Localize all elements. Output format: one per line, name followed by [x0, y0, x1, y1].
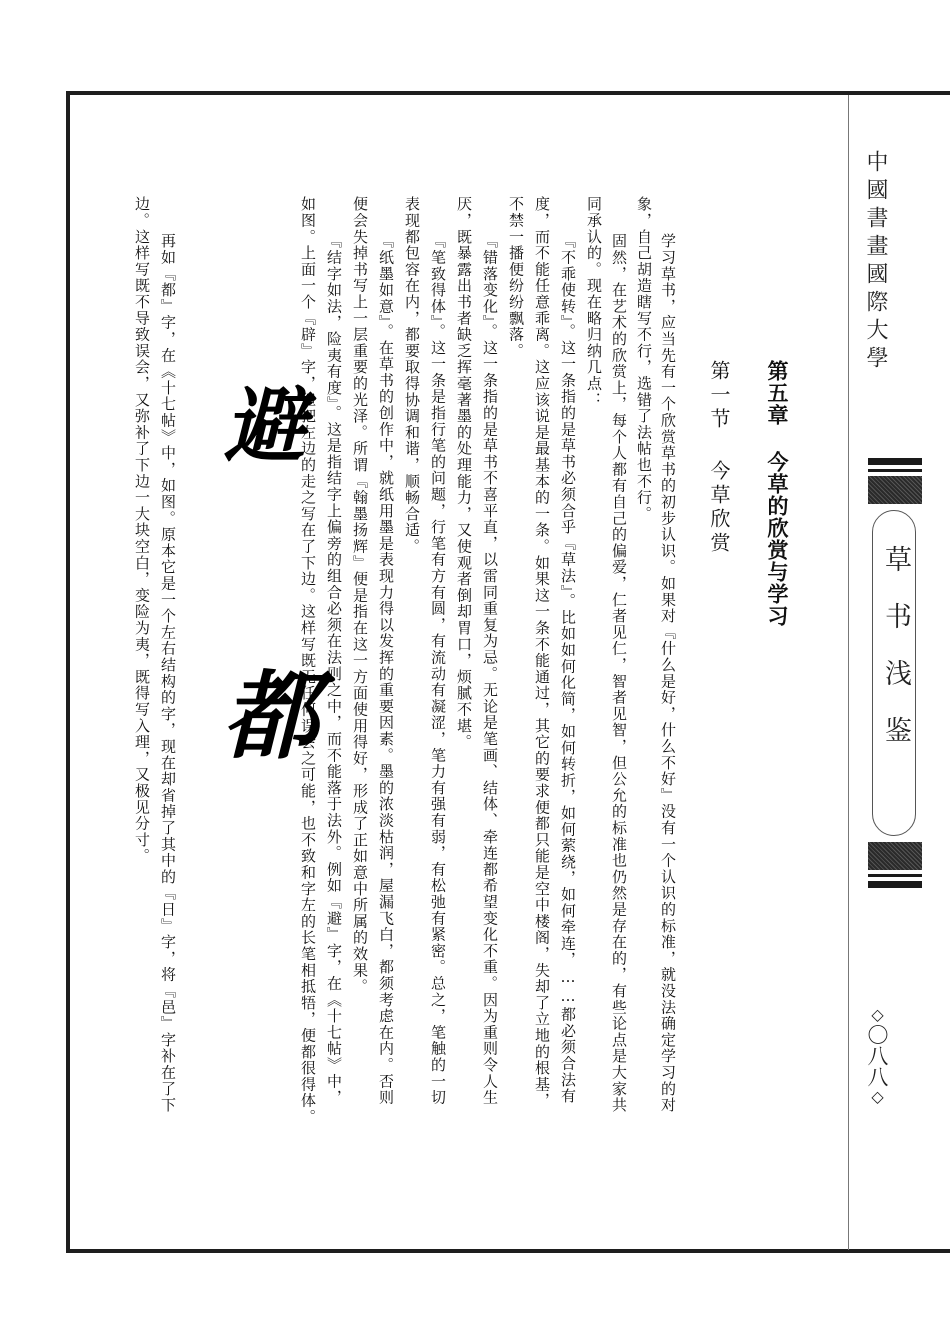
page-number-value: 〇八八: [865, 1024, 889, 1087]
paragraph-column: 不禁一播便纷纷飘落。: [507, 196, 525, 359]
paragraph-column: 固然，在艺术的欣赏上，每个人都有自己的偏爱，仁者见仁，智者见智，但公允的标准也仍然是存在的，有些论点是大家共: [610, 233, 628, 1114]
paragraph-column: 度，而不能任意乖离。这应该说是最基本的一条。如果这一条不能通过，其它的要求便都只能是空中楼阁，失却了立地的根基，: [533, 196, 551, 1109]
chapter-title: 第五章 今草的欣赏与学习: [765, 360, 789, 627]
paragraph-column: 表现都包容在内，都要取得协调和谐，顺畅合适。: [403, 196, 421, 555]
cartouche-bottom-ornament: [868, 842, 922, 870]
paragraph-column: 学习草书，应当先有一个欣赏草书的初步认识。如果对『什么是好，什么不好』没有一个认识的标准，就没法确定学习的对: [659, 233, 677, 1114]
diamond-mark-bottom: ◇: [868, 1087, 887, 1106]
paragraph-column: 『笔致得体』。这一条是指行笔的问题，行笔有方有圆，有流动有凝涩，笔力有强有弱，有松弛有紧密。总之，笔触的一切: [429, 233, 447, 1106]
paragraph-column: 厌，既暴露出书者缺乏挥毫著墨的处理能力，又使观者倒却胃口，烦腻不堪。: [455, 196, 473, 751]
paragraph-column: 再如『都』字，在《十七帖》中，如图。原本它是一个左右结构的字，现在却省掉了其中的『日』字，将『邑』字补在了下: [159, 233, 177, 1114]
series-title: 中國書畫國際大學: [863, 150, 888, 374]
calligraphy-sample-du: 都: [207, 665, 320, 761]
paragraph-column: 便会失掉书写上一层重要的光泽。所谓『翰墨扬辉』便是指在这一方面使用得好，形成了正如意中所属的效果。: [351, 196, 369, 995]
cartouche-top-ornament: [868, 476, 922, 504]
paragraph-column: 同承认的。现在略归纳几点：: [585, 196, 603, 408]
section-title: 第一节 今草欣赏: [707, 360, 731, 556]
cartouche-bottom-bar: [868, 881, 922, 888]
cartouche-top-bar: [868, 458, 922, 465]
cartouche-bottom-rule: [868, 874, 922, 877]
paragraph-column: 如图。上面一个『辟』字，但把左边的走之写在了下边。这样写既无任何误会之可能，也不致和字左的长笔相抵牾，便都很得体。: [299, 196, 317, 1126]
book-title: 草书浅鉴: [880, 545, 911, 773]
cartouche-top-rule: [868, 469, 922, 472]
paragraph-column: 『不乖使转』。这一条指的是草书必须合乎『草法』。比如如何化简，如何转折，如何萦绕，如何牵连，……都必须合法有: [559, 233, 577, 1105]
diamond-mark-top: ◇: [868, 1005, 887, 1024]
paragraph-column: 『纸墨如意』。在草书的创作中，就纸用墨是表现力得以发挥的重要因素。墨的浓淡枯润，屋漏飞白，都须考虑在内。否则: [377, 233, 395, 1106]
paragraph-column: 『结字如法，险夷有度』。这是指结字上偏旁的组合必须在法则之中，而不能落于法外。例如『避』字，在《十七帖》中，: [325, 233, 343, 1106]
margin-rule: [848, 95, 849, 1250]
paragraph-column: 边。这样写既不导致误会，又弥补了下边一大块空白，变险为夷，既得写入理，又极见分寸。: [133, 196, 151, 865]
paragraph-column: 象，自己胡造瞎写不行，选错了法帖也不行。: [635, 196, 653, 522]
page-number: [862, 1005, 892, 1106]
calligraphy-sample-bi: 避: [210, 382, 306, 464]
paragraph-column: 『错落变化』。这一条指的是草书不喜平直，以雷同重复为忌。无论是笔画、结体、牵连都希望变化不重。因为重则令人生: [481, 233, 499, 1106]
